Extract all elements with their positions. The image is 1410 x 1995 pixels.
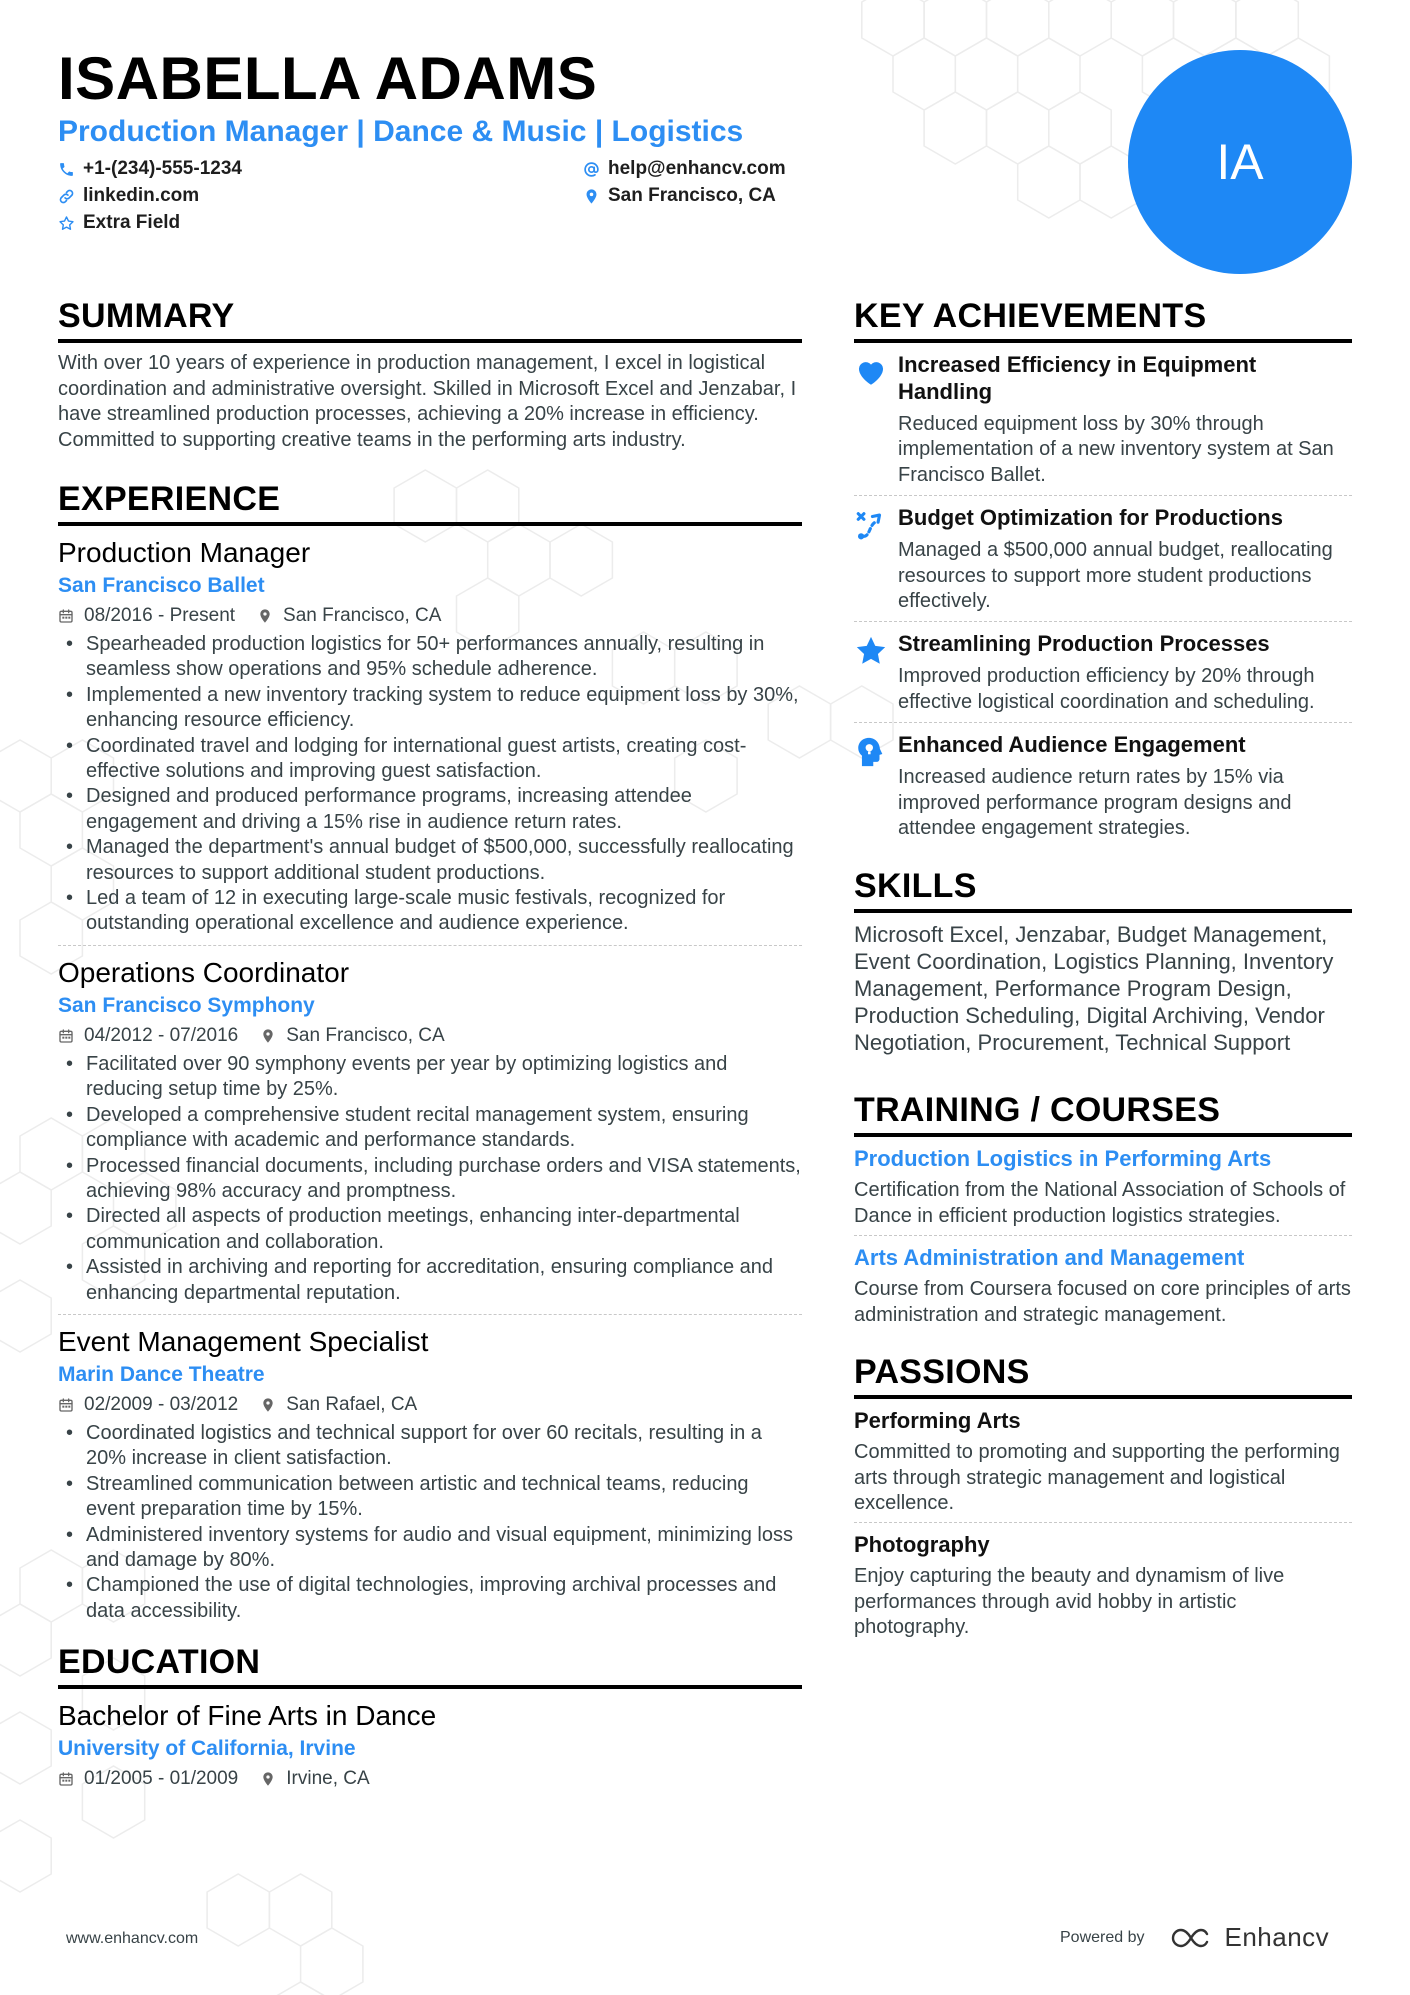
- education-item: [58, 1689, 802, 1800]
- contact-info: [58, 156, 818, 236]
- company-name[interactable]: Marin Dance Theatre: [58, 1362, 265, 1386]
- course-description: Course from Coursera focused on core principles of arts administration and strategic management.: [854, 1278, 1351, 1326]
- achievement-title: Enhanced Audience Engagement: [898, 732, 1246, 758]
- job-dates: 01/2005 - 01/2009: [84, 1768, 239, 1790]
- passion-description: Enjoy capturing the beauty and dynamism of live performances through avid hobby in artistic photography.: [854, 1565, 1285, 1639]
- map-pin-icon: [583, 188, 600, 205]
- map-pin-icon: [260, 1771, 276, 1787]
- phone-text: +1-(234)-555-1234: [83, 158, 242, 179]
- achievements-section: [854, 296, 1352, 848]
- job-bullet: • Led a team of 12 in executing large-scale music festivals, recognized for outstanding operational excellence and audience experience.: [58, 886, 802, 937]
- training-section: [854, 1090, 1352, 1334]
- course-item: [854, 1137, 1352, 1236]
- achievement-title: Streamlining Production Processes: [898, 631, 1270, 657]
- education-list: [58, 1689, 802, 1800]
- achievement-icon: [854, 630, 898, 715]
- phone-icon: [58, 161, 75, 178]
- job-bullets: [58, 632, 802, 937]
- company-name[interactable]: San Francisco Ballet: [58, 574, 265, 597]
- job-bullet: • Assisted in archiving and reporting for accreditation, ensuring compliance and enhancing departmental reputation.: [58, 1255, 802, 1306]
- training-list: [854, 1137, 1352, 1334]
- extra-field-text: Extra Field: [83, 212, 181, 233]
- job-bullets: [58, 1421, 802, 1624]
- map-pin-icon: [260, 1028, 276, 1044]
- job-dates: 02/2009 - 03/2012: [84, 1393, 239, 1415]
- achievement-body: [898, 504, 1352, 614]
- enhancv-brand-text: Enhancv: [1224, 1922, 1330, 1952]
- calendar-icon: [58, 608, 74, 624]
- job-bullet: • Developed a comprehensive student recital management system, ensuring compliance with academic and performance standards.: [58, 1103, 802, 1154]
- achievement-title: Increased Efficiency in Equipment Handling: [898, 352, 1257, 404]
- summary-title: SUMMARY: [58, 296, 802, 343]
- candidate-name: ISABELLA ADAMS: [58, 45, 598, 112]
- education-title: EDUCATION: [58, 1642, 802, 1689]
- achievements-list: [854, 343, 1352, 848]
- job-bullet: • Spearheaded production logistics for 50+ performances annually, resulting in seamless show operations and 95% schedule adherence.: [58, 632, 802, 683]
- achievement-description: Reduced equipment loss by 30% through implementation of a new inventory system at San Francisco Ballet.: [898, 413, 1334, 486]
- map-pin-icon: [257, 608, 273, 624]
- achievement-body: [898, 731, 1352, 841]
- job-bullet: • Administered inventory systems for audio and visual equipment, minimizing loss and damage by 80%.: [58, 1523, 802, 1574]
- passion-item: [854, 1399, 1352, 1523]
- footer-brand[interactable]: [1060, 1922, 1329, 1953]
- job-bullet: • Implemented a new inventory tracking system to reduce equipment loss by 30%, enhancing resource efficiency.: [58, 683, 802, 734]
- powered-by-text: Powered by: [1060, 1928, 1145, 1946]
- experience-item: [58, 1315, 802, 1632]
- calendar-icon: [58, 1028, 74, 1044]
- avatar: [1128, 50, 1352, 274]
- achievement-icon: [854, 351, 898, 488]
- avatar-initials: IA: [1216, 134, 1264, 190]
- email-text: help@enhancv.com: [608, 158, 786, 179]
- link-icon: [58, 188, 75, 205]
- job-title: Production Manager: [58, 537, 311, 568]
- education-section: [58, 1642, 802, 1800]
- training-title: TRAINING / COURSES: [854, 1090, 1352, 1137]
- achievement-item: [854, 723, 1352, 848]
- passions-title: PASSIONS: [854, 1352, 1352, 1399]
- passion-title: Performing Arts: [854, 1408, 1021, 1434]
- contact-location: [583, 183, 776, 209]
- job-meta: [58, 1766, 802, 1792]
- contact-phone[interactable]: [58, 156, 242, 182]
- experience-list: [58, 526, 802, 1632]
- achievements-title: KEY ACHIEVEMENTS: [854, 296, 1352, 343]
- job-title: Event Management Specialist: [58, 1325, 429, 1357]
- experience-title: EXPERIENCE: [58, 479, 802, 526]
- company-name[interactable]: San Francisco Symphony: [58, 993, 315, 1017]
- job-bullet: • Directed all aspects of production meetings, enhancing inter-departmental communication and collaboration.: [58, 1204, 802, 1255]
- experience-item: [58, 526, 802, 946]
- skills-text: Microsoft Excel, Jenzabar, Budget Management, Event Coordination, Logistics Planning, Inventory Management, Performance Program Design, Production Scheduling, Digital Archiving, Vendor Negotiation, Procurement, Technical Support: [854, 922, 1334, 1056]
- passions-section: [854, 1352, 1352, 1646]
- passion-title: Photography: [854, 1532, 990, 1558]
- achievement-description: Increased audience return rates by 15% via improved performance program designs and attendee engagement strategies.: [898, 766, 1292, 840]
- experience-section: [58, 479, 802, 1632]
- passion-description: Committed to promoting and supporting the performing arts through strategic management and logistical excellence.: [854, 1441, 1340, 1514]
- job-bullet: • Facilitated over 90 symphony events per year by optimizing logistics and reducing setup time by 25%.: [58, 1052, 802, 1103]
- achievement-body: [898, 351, 1352, 488]
- achievement-description: Managed a $500,000 annual budget, reallocating resources to support more student productions effectively.: [898, 539, 1333, 613]
- job-bullet: • Designed and produced performance programs, increasing attendee engagement and driving a 15% rise in audience return rates.: [58, 784, 802, 835]
- heart-icon: [854, 355, 888, 389]
- achievement-item: [854, 622, 1352, 723]
- summary-section: [58, 296, 802, 453]
- job-meta: [58, 1023, 802, 1049]
- achievement-body: [898, 630, 1352, 715]
- enhancv-logo-icon: [1171, 1926, 1215, 1950]
- achievement-icon: [854, 731, 898, 841]
- at-sign-icon: [583, 161, 600, 178]
- job-bullets: [58, 1052, 802, 1306]
- right-column: [854, 296, 1352, 1647]
- experience-item: [58, 946, 802, 1315]
- job-bullet: • Managed the department's annual budget of $500,000, successfully reallocating resources to support additional student productions.: [58, 835, 802, 886]
- job-bullet: • Processed financial documents, including purchase orders and VISA statements, achieving 98% accuracy and promptness.: [58, 1154, 802, 1205]
- job-location: Irvine, CA: [286, 1768, 370, 1790]
- job-location: San Francisco, CA: [286, 1024, 445, 1046]
- course-item: [854, 1236, 1352, 1334]
- job-location: San Rafael, CA: [286, 1393, 418, 1415]
- passion-item: [854, 1523, 1352, 1646]
- achievement-description: Improved production efficiency by 20% through effective logistical coordination and scheduling.: [898, 665, 1315, 713]
- job-dates: 08/2016 - Present: [84, 605, 236, 626]
- contact-extra: [58, 210, 180, 236]
- contact-linkedin[interactable]: [58, 183, 199, 209]
- job-title: Operations Coordinator: [58, 956, 350, 988]
- degree-title: Bachelor of Fine Arts in Dance: [58, 1700, 437, 1732]
- course-title[interactable]: Arts Administration and Management: [854, 1245, 1245, 1271]
- job-bullet: • Coordinated logistics and technical support for over 60 recitals, resulting in a 20% increase in client satisfaction.: [58, 1421, 802, 1472]
- summary-text: With over 10 years of experience in production management, I excel in logistical coordination and administrative oversight. Skilled in Microsoft Excel and Jenzabar, I have streamlined production processes, achieving a 20% increase in efficiency. Committed to supporting creative teams in the performing arts industry.: [58, 352, 797, 451]
- achievement-icon: [854, 504, 898, 614]
- footer-url[interactable]: www.enhancv.com: [66, 1930, 199, 1947]
- star-outline-icon: [58, 215, 75, 232]
- course-description: Certification from the National Association of Schools of Dance in efficient production logistics strategies.: [854, 1179, 1346, 1227]
- contact-email[interactable]: [583, 156, 786, 182]
- job-bullet: • Championed the use of digital technologies, improving archival processes and data accessibility.: [58, 1573, 802, 1624]
- linkedin-text: linkedin.com: [83, 185, 200, 206]
- skills-section: [854, 866, 1352, 1056]
- achievement-title: Budget Optimization for Productions: [898, 505, 1283, 531]
- map-pin-icon: [260, 1397, 276, 1413]
- head-idea-icon: [854, 735, 888, 769]
- passions-list: [854, 1399, 1352, 1646]
- route-icon: [854, 508, 888, 542]
- job-meta: [58, 603, 802, 629]
- calendar-icon: [58, 1397, 74, 1413]
- left-column: [58, 296, 802, 1800]
- achievement-item: [854, 496, 1352, 622]
- job-location: San Francisco, CA: [283, 605, 442, 626]
- job-bullet: • Streamlined communication between artistic and technical teams, reducing event preparation time by 15%.: [58, 1472, 802, 1523]
- star-icon: [854, 634, 888, 668]
- achievement-item: [854, 343, 1352, 496]
- skills-title: SKILLS: [854, 866, 1352, 913]
- job-dates: 04/2012 - 07/2016: [84, 1024, 239, 1046]
- location-text: San Francisco, CA: [608, 185, 776, 206]
- candidate-headline: Production Manager | Dance & Music | Logistics: [58, 115, 744, 148]
- job-meta: [58, 1392, 802, 1418]
- school-name[interactable]: University of California, Irvine: [58, 1737, 356, 1761]
- job-bullet: • Coordinated travel and lodging for international guest artists, creating cost-effective solutions and improving guest satisfaction.: [58, 734, 802, 785]
- course-title[interactable]: Production Logistics in Performing Arts: [854, 1146, 1272, 1172]
- calendar-icon: [58, 1771, 74, 1787]
